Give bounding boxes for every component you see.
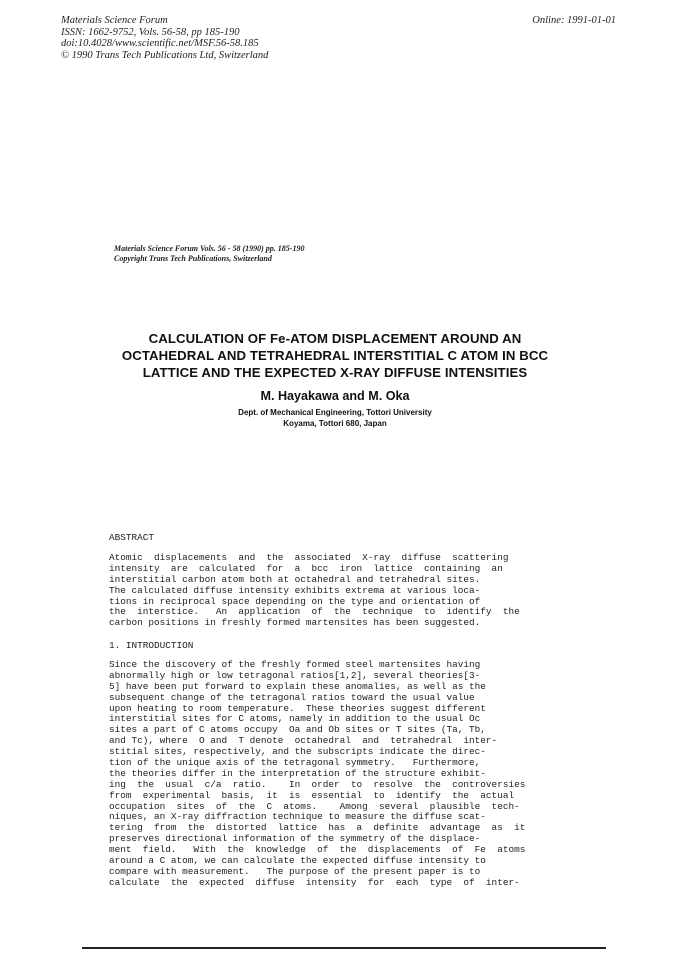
introduction-line: ment field. With the knowledge of the displacements of Fe atoms: [109, 844, 526, 856]
introduction-line: compare with measurement. The purpose of the present paper is to: [109, 865, 481, 877]
introduction-line: calculate the expected diffuse intensity for each type of inter-: [109, 876, 520, 888]
introduction-line: niques, an X-ray diffraction technique to measure the diffuse scat-: [109, 811, 486, 823]
abstract-line: The calculated diffuse intensity exhibits extrema at various loca-: [109, 584, 481, 596]
introduction-line: 5] have been put forward to explain these anomalies, as well as the: [109, 680, 486, 692]
doi-line: doi:10.4028/www.scientific.net/MSF.56-58.185: [61, 38, 259, 50]
online-date: Online: 1991-01-01: [532, 15, 616, 26]
introduction-line: the theories differ in the interpretation of the structure exhibit-: [109, 767, 486, 779]
forum-copyright-line: Copyright Trans Tech Publications, Switzerland: [114, 254, 272, 263]
forum-volume-line: Materials Science Forum Vols. 56 - 58 (1990) pp. 185-190: [114, 244, 305, 253]
introduction-line: Since the discovery of the freshly formed steel martensites having: [109, 659, 481, 670]
introduction-line: subsequent change of the tetragonal ratios toward the usual value: [109, 691, 475, 703]
authors: M. Hayakawa and M. Oka: [260, 389, 410, 403]
introduction-line: ing the usual c/a ratio. In order to resolve the controversies: [109, 778, 526, 790]
introduction-line: upon heating to room temperature. These theories suggest different: [109, 702, 486, 714]
introduction-line: stitial sites, respectively, and the subscripts indicate the direc-: [109, 746, 486, 758]
copyright-line: © 1990 Trans Tech Publications Ltd, Switzerland: [61, 49, 269, 61]
journal-name: Materials Science Forum: [61, 15, 168, 26]
introduction-line: from experimental basis, it is essential to identify the actual: [109, 789, 515, 801]
abstract-line: Atomic displacements and the associated X-ray diffuse scattering: [109, 552, 509, 563]
affiliation-line: Koyama, Tottori 680, Japan: [283, 419, 387, 428]
introduction-body: [109, 660, 554, 889]
paper-title: [100, 330, 570, 381]
introduction-heading: 1. INTRODUCTION: [109, 640, 194, 651]
abstract-line: carbon positions in freshly formed martensites has been suggested.: [109, 617, 481, 629]
introduction-line: around a C atom, we can calculate the expected diffuse intensity to: [109, 855, 486, 867]
abstract-line: tions in reciprocal space depending on the type and orientation of: [109, 595, 481, 607]
abstract-line: intensity are calculated for a bcc iron lattice containing an: [109, 562, 503, 574]
abstract-body: [109, 553, 554, 629]
affiliation: [100, 407, 570, 429]
bottom-rule: [82, 947, 606, 949]
abstract-line: the interstice. An application of the technique to identify the: [109, 606, 520, 618]
introduction-line: preserves directional information of the symmetry of the displace-: [109, 833, 481, 845]
issn-line: ISSN: 1662-9752, Vols. 56-58, pp 185-190: [61, 26, 240, 38]
introduction-line: sites a part of C atoms occupy Oa and Ob sites or T sites (Ta, Tb,: [109, 724, 486, 736]
introduction-line: abnormally high or low tetragonal ratios[1,2], several theories[3-: [109, 669, 481, 681]
introduction-line: tion of the unique axis of the tetragonal symmetry. Furthermore,: [109, 757, 481, 769]
journal-meta: [61, 15, 268, 61]
abstract-line: interstitial carbon atom both at octahedral and tetrahedral sites.: [109, 573, 481, 585]
introduction-line: interstitial sites for C atoms, namely in addition to the usual Oc: [109, 713, 481, 725]
abstract-heading: ABSTRACT: [109, 532, 155, 543]
title-line: CALCULATION OF Fe-ATOM DISPLACEMENT AROUND AN: [148, 331, 522, 346]
introduction-line: and Tc), where O and T denote octahedral and tetrahedral inter-: [109, 735, 498, 747]
title-line: LATTICE AND THE EXPECTED X-RAY DIFFUSE INTENSITIES: [142, 365, 528, 380]
affiliation-line: Dept. of Mechanical Engineering, Tottori University: [238, 408, 432, 417]
forum-citation: [114, 244, 304, 264]
title-line: OCTAHEDRAL AND TETRAHEDRAL INTERSTITIAL C ATOM IN BCC: [121, 348, 549, 363]
introduction-line: occupation sites of the C atoms. Among several plausible tech-: [109, 800, 520, 812]
introduction-line: tering from the distorted lattice has a definite advantage as it: [109, 822, 526, 834]
